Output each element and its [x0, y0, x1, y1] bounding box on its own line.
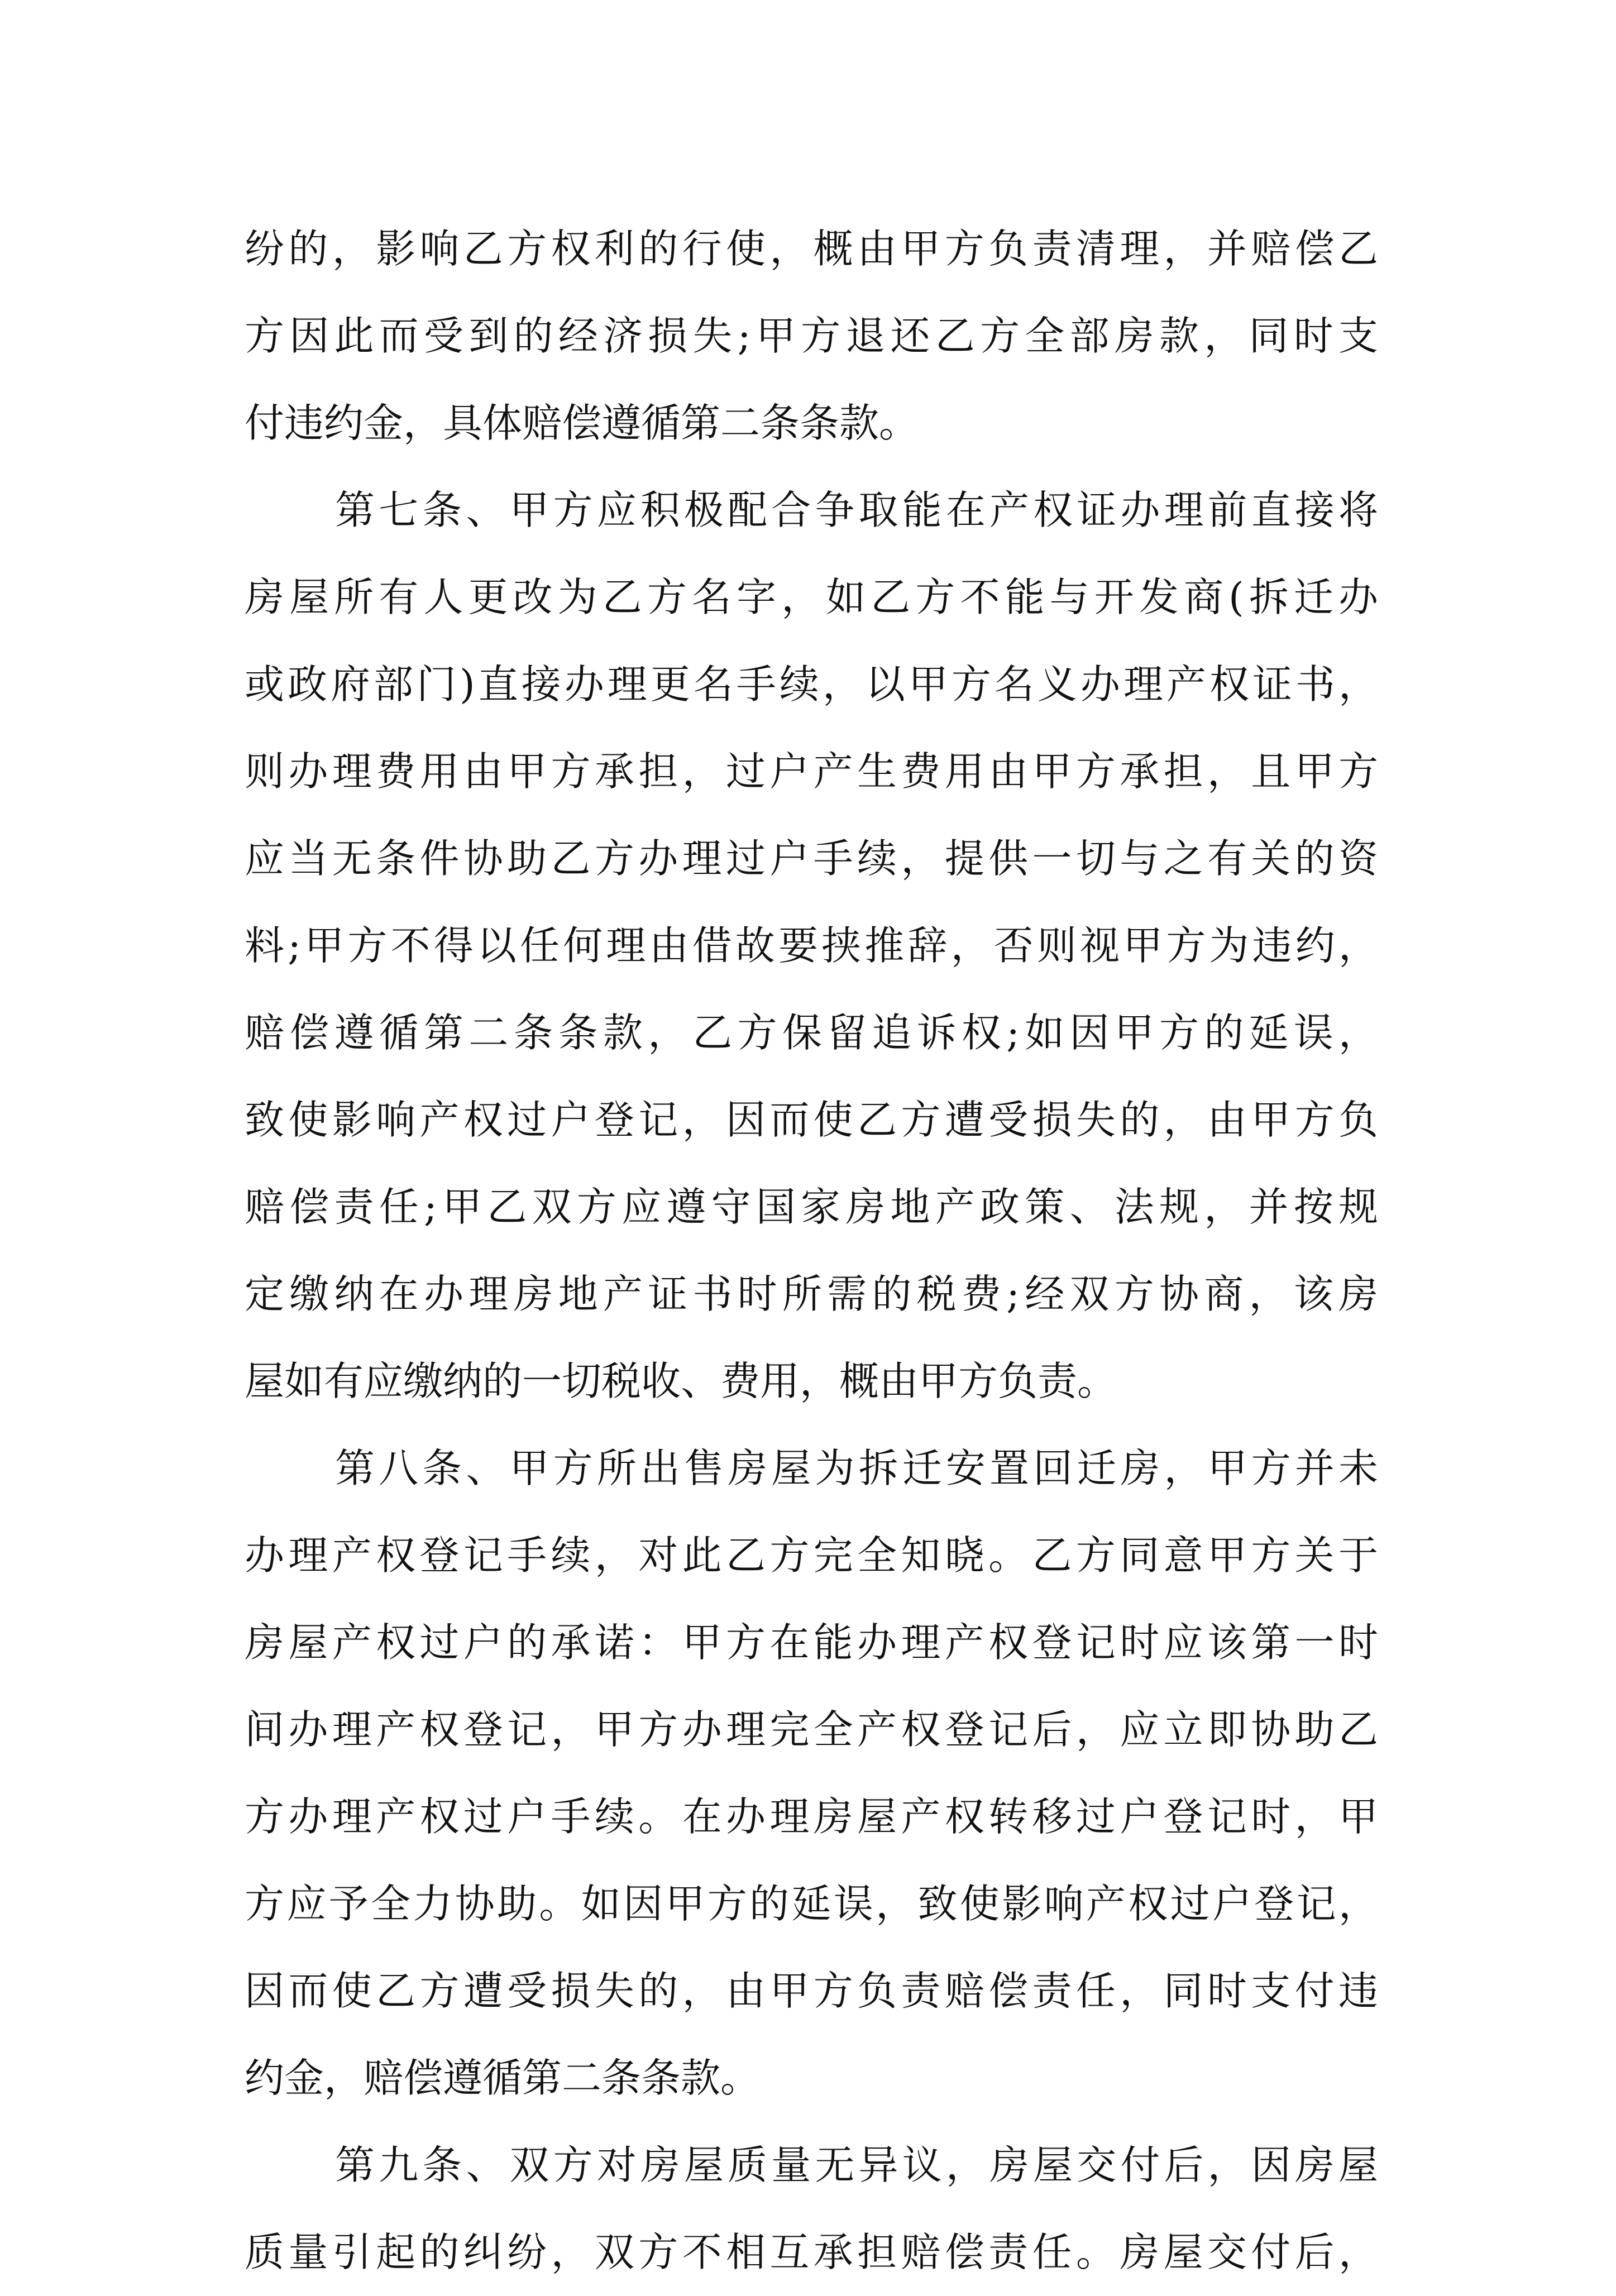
text-line: 方应予全力协助。如因甲方的延误，致使影响产权过户登记，: [245, 1881, 1378, 1927]
document-body: [245, 205, 1378, 2296]
text-line: 则办理费用由甲方承担，过户产生费用由甲方承担，且甲方: [245, 748, 1378, 795]
text-line: 致使影响产权过户登记，因而使乙方遭受损失的，由甲方负: [245, 1097, 1378, 1143]
text-line: 定缴纳在办理房地产证书时所需的税费;经双方协商，该房: [245, 1271, 1378, 1317]
text-line: 质量引起的纠纷，双方不相互承担赔偿责任。房屋交付后，: [245, 2229, 1378, 2275]
text-line: 因而使乙方遭受损失的，由甲方负责赔偿责任，同时支付违: [245, 1968, 1378, 2014]
text-line: 办理产权登记手续，对此乙方完全知晓。乙方同意甲方关于: [245, 1532, 1378, 1578]
text-line: 或政府部门)直接办理更名手续，以甲方名义办理产权证书，: [245, 661, 1378, 707]
article-7-first-line: 第七条、甲方应积极配合争取能在产权证办理前直接将: [335, 487, 1378, 533]
text-line: 房屋所有人更改为乙方名字，如乙方不能与开发商(拆迁办: [245, 574, 1378, 620]
article-8-first-line: 第八条、甲方所出售房屋为拆迁安置回迁房，甲方并未: [335, 1445, 1378, 1491]
text-line: 房屋产权过户的承诺：甲方在能办理产权登记时应该第一时: [245, 1619, 1378, 1666]
text-line: 付违约金，具体赔偿遵循第二条条款。: [245, 400, 919, 446]
text-line: 纷的，影响乙方权利的行使，概由甲方负责清理，并赔偿乙: [245, 226, 1378, 272]
text-line: 屋如有应缴纳的一切税收、费用，概由甲方负责。: [245, 1358, 1117, 1404]
text-line: 约金，赔偿遵循第二条条款。: [245, 2055, 761, 2101]
text-line: 方办理产权过户手续。在办理房屋产权转移过户登记时，甲: [245, 1793, 1378, 1840]
text-line: 赔偿遵循第二条条款，乙方保留追诉权;如因甲方的延误，: [245, 1010, 1378, 1056]
text-line: 赔偿责任;甲乙双方应遵守国家房地产政策、法规，并按规: [245, 1184, 1378, 1230]
text-line: 料;甲方不得以任何理由借故要挟推辞，否则视甲方为违约，: [245, 922, 1378, 969]
text-line: 方因此而受到的经济损失;甲方退还乙方全部房款，同时支: [245, 313, 1378, 359]
text-line: 应当无条件协助乙方办理过户手续，提供一切与之有关的资: [245, 835, 1378, 882]
text-line: 间办理产权登记，甲方办理完全产权登记后，应立即协助乙: [245, 1706, 1378, 1753]
article-9-first-line: 第九条、双方对房屋质量无异议，房屋交付后，因房屋: [335, 2142, 1378, 2188]
